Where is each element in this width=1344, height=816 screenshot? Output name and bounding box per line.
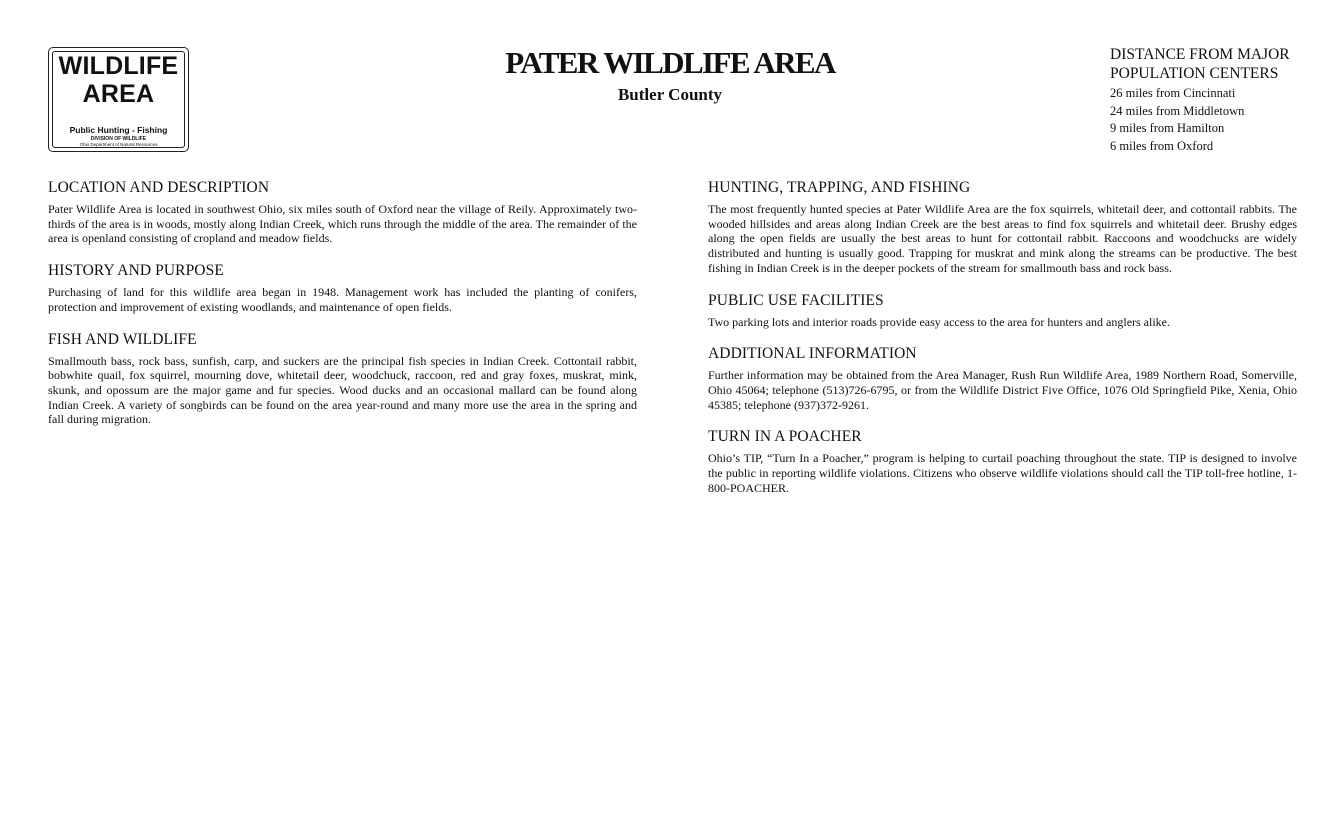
right-column [708, 179, 1297, 511]
section-turn-in-a-poacher [708, 428, 1297, 495]
section-body: Two parking lots and interior roads provide easy access to the area for hunters and anglers alike. [708, 314, 1170, 329]
sign-division: DIVISION OF WILDLIFE [90, 136, 147, 142]
sign-subtitle: Public Hunting - Fishing [69, 125, 168, 135]
county-subtitle: Butler County [617, 85, 723, 104]
distance-heading-line1: DISTANCE FROM MAJOR [1110, 46, 1290, 63]
sign-title-line1: WILDLIFE [58, 52, 179, 80]
wildlife-area-sign-logo [48, 47, 189, 152]
distance-item-cincinnati: 26 miles from Cincinnati [1110, 86, 1236, 100]
distance-item-hamilton: 9 miles from Hamilton [1110, 121, 1225, 135]
distance-heading [1110, 45, 1330, 83]
distance-block [1110, 45, 1330, 155]
section-body: Pater Wildlife Area is located in southwest Ohio, six miles south of Oxford near the village of Reily. Approximately two-thirds of the area is in woods, mostly along Indian Creek, which runs through the middle of the area. The remainder of the area is openland consisting of cropland and meadow fields. [48, 202, 637, 246]
left-column [48, 179, 637, 443]
distance-item-middletown: 24 miles from Middletown [1110, 103, 1245, 118]
distance-heading-line2: POPULATION CENTERS [1110, 65, 1279, 82]
section-heading: FISH AND WILDLIFE [48, 330, 197, 348]
section-location-description [48, 179, 637, 246]
section-heading: LOCATION AND DESCRIPTION [48, 179, 270, 196]
section-heading: PUBLIC USE FACILITIES [708, 291, 884, 309]
section-heading: HISTORY AND PURPOSE [48, 262, 224, 280]
section-body: Purchasing of land for this wildlife area began in 1948. Management work has included the planting of conifers, protection and improvement of existing woodlands, and maintenance of open fields. [48, 285, 637, 314]
section-heading: TURN IN A POACHER [708, 428, 862, 446]
section-body: Smallmouth bass, rock bass, sunfish, carp, and suckers are the principal fish species in Indian Creek. Cottontail rabbit, bobwhite quail, fox squirrel, mourning dove, whitetail deer, woodchuck, raccoon, red and gray foxes, muskrat, mink, skunk, and opossum are the major game and fur species. Wood ducks and an occasional mallard can be found along Indian Creek. A variety of songbirds can be found on the area year-round and many more use the area in the spring and fall during migration. [48, 353, 637, 427]
section-body: Further information may be obtained from the Area Manager, Rush Run Wildlife Area, 1989 Northern Road, Somerville, Ohio 45064; telephone (513)726-6795, or from the Wildlife District Five Office, 1076 Old Springfield Pike, Xenia, Ohio 45385; telephone (937)372-9261. [708, 368, 1297, 412]
section-public-use-facilities [708, 292, 1297, 330]
page-title: PATER WILDLIFE AREA [505, 45, 835, 80]
sign-department: Ohio Department of Natural Resources [79, 142, 158, 147]
sign-title-line2: AREA [82, 80, 155, 108]
section-body: The most frequently hunted species at Pater Wildlife Area are the fox squirrels, whitetail deer, and cottontail rabbits. The wooded hillsides and areas along Indian Creek are the best areas to find fox squirrels and whitetail deer. Brushy edges along the open fields are usually the best areas to hunt for cottontail rabbit. Raccoons and woodchucks are widely distributed and hunting is usually good. Trapping for muskrat and mink along the streams can be productive. The best fishing in Indian Creek is in the deeper pockets of the stream for smallmouth bass and rock bass. [708, 202, 1297, 275]
distance-item-oxford: 6 miles from Oxford [1110, 138, 1214, 153]
section-fish-wildlife [48, 331, 637, 428]
section-body: Ohio’s TIP, “Turn In a Poacher,” program is helping to curtail poaching throughout the state. TIP is designed to involve the public in reporting wildlife violations. Citizens who observe wildlife violations should call the TIP toll-free hotline, 1-800-POACHER. [708, 451, 1297, 495]
section-history-purpose [48, 262, 637, 314]
section-heading: ADDITIONAL INFORMATION [708, 345, 917, 363]
section-additional-information [708, 345, 1297, 412]
section-hunting-trapping-fishing [708, 179, 1297, 276]
section-heading: HUNTING, TRAPPING, AND FISHING [708, 179, 971, 196]
